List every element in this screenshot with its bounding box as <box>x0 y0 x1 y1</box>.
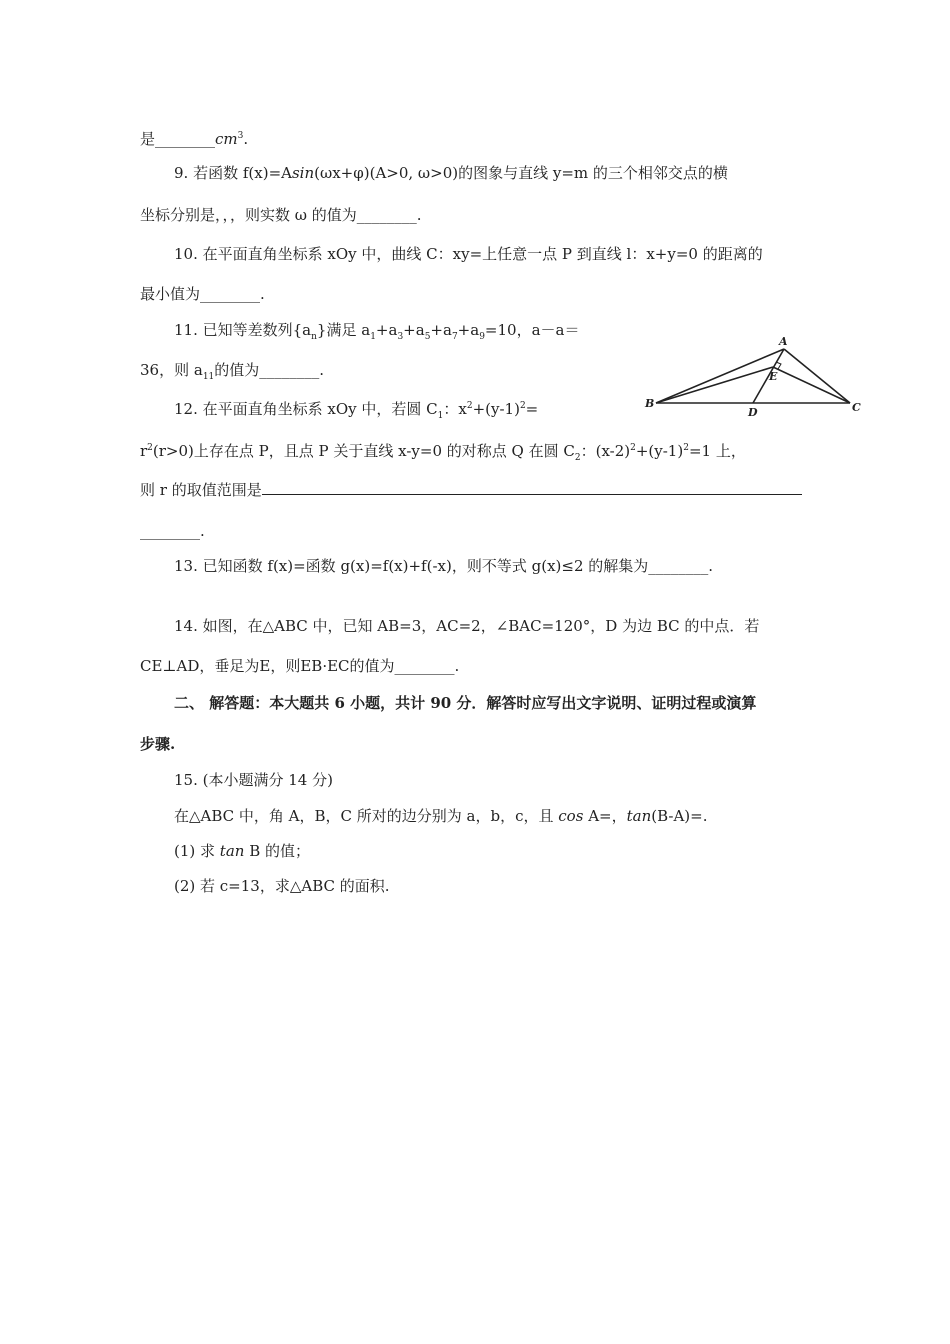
label-a: A <box>779 335 788 348</box>
q15-part1: (1) 求 tan B 的值； <box>174 842 310 860</box>
q10-line2: 最小值为________. <box>140 285 265 303</box>
q12-line3: 则 r 的取值范围是 <box>140 480 802 500</box>
q10-line1: 10. 在平面直角坐标系 xOy 中，曲线 C：xy=上任意一点 P 到直线 l：x+y=0 的距离的 <box>174 245 763 263</box>
q15-stem: 在△ABC 中，角 A，B，C 所对的边分别为 a，b，c，且 cos A=，tan(B-A)=. <box>174 807 708 825</box>
side-ab <box>656 349 784 403</box>
q9-line1: 9. 若函数 f(x)=Asin(ωx+φ)(A>0, ω>0)的图象与直线 y=m 的三个相邻交点的横 <box>174 164 728 182</box>
section2-line1: 二、 解答题：本大题共 6 小题，共计 90 分．解答时应写出文字说明、证明过程或演算 <box>174 694 757 712</box>
q12-line1: 12. 在平面直角坐标系 xOy 中，若圆 $C_1$：$x^2+(y-1)^2=$ <box>174 400 539 421</box>
q9-line2: 坐标分别是，，，则实数 ω 的值为________. <box>140 206 422 224</box>
triangle-figure <box>640 332 870 422</box>
q11-line2: 36，则 $a_{11}$的值为________. <box>140 361 325 382</box>
section2-line2: 步骤. <box>140 735 176 753</box>
label-d: D <box>748 406 758 419</box>
q11-line1: 11. 已知等差数列$\{a_n\}$满足 $a_1+a_3+a_5+a_7+a_9=10$，a－a＝ <box>174 321 580 342</box>
q14-line1: 14. 如图，在△ABC 中，已知 AB=3，AC=2，∠BAC=120°，D 为边 BC 的中点．若 <box>174 617 760 635</box>
label-e: E <box>769 370 778 383</box>
q12-line4: ________. <box>140 522 205 540</box>
label-c: C <box>852 401 861 414</box>
label-b: B <box>645 397 655 410</box>
q12-line2: $r^2(r>0)$上存在点 P，且点 P 关于直线 x-y=0 的对称点 Q 在圆 $C_2$：$(x-2)^2+(y-1)^2=1$ 上， <box>140 442 746 463</box>
q14-line2: CE⊥AD，垂足为E，则EB·EC的值为________. <box>140 657 460 675</box>
q13: 13. 已知函数 f(x)=函数 g(x)=f(x)+f(-x)，则不等式 g(x)≤2 的解集为________. <box>174 557 714 575</box>
q15-header: 15. (本小题满分 14 分) <box>174 771 333 789</box>
q8-tail: 是$\_\_\_\_\_\_\_\_cm^3$. <box>140 130 249 148</box>
q15-part2: (2) 若 c=13，求△ABC 的面积. <box>174 877 390 895</box>
